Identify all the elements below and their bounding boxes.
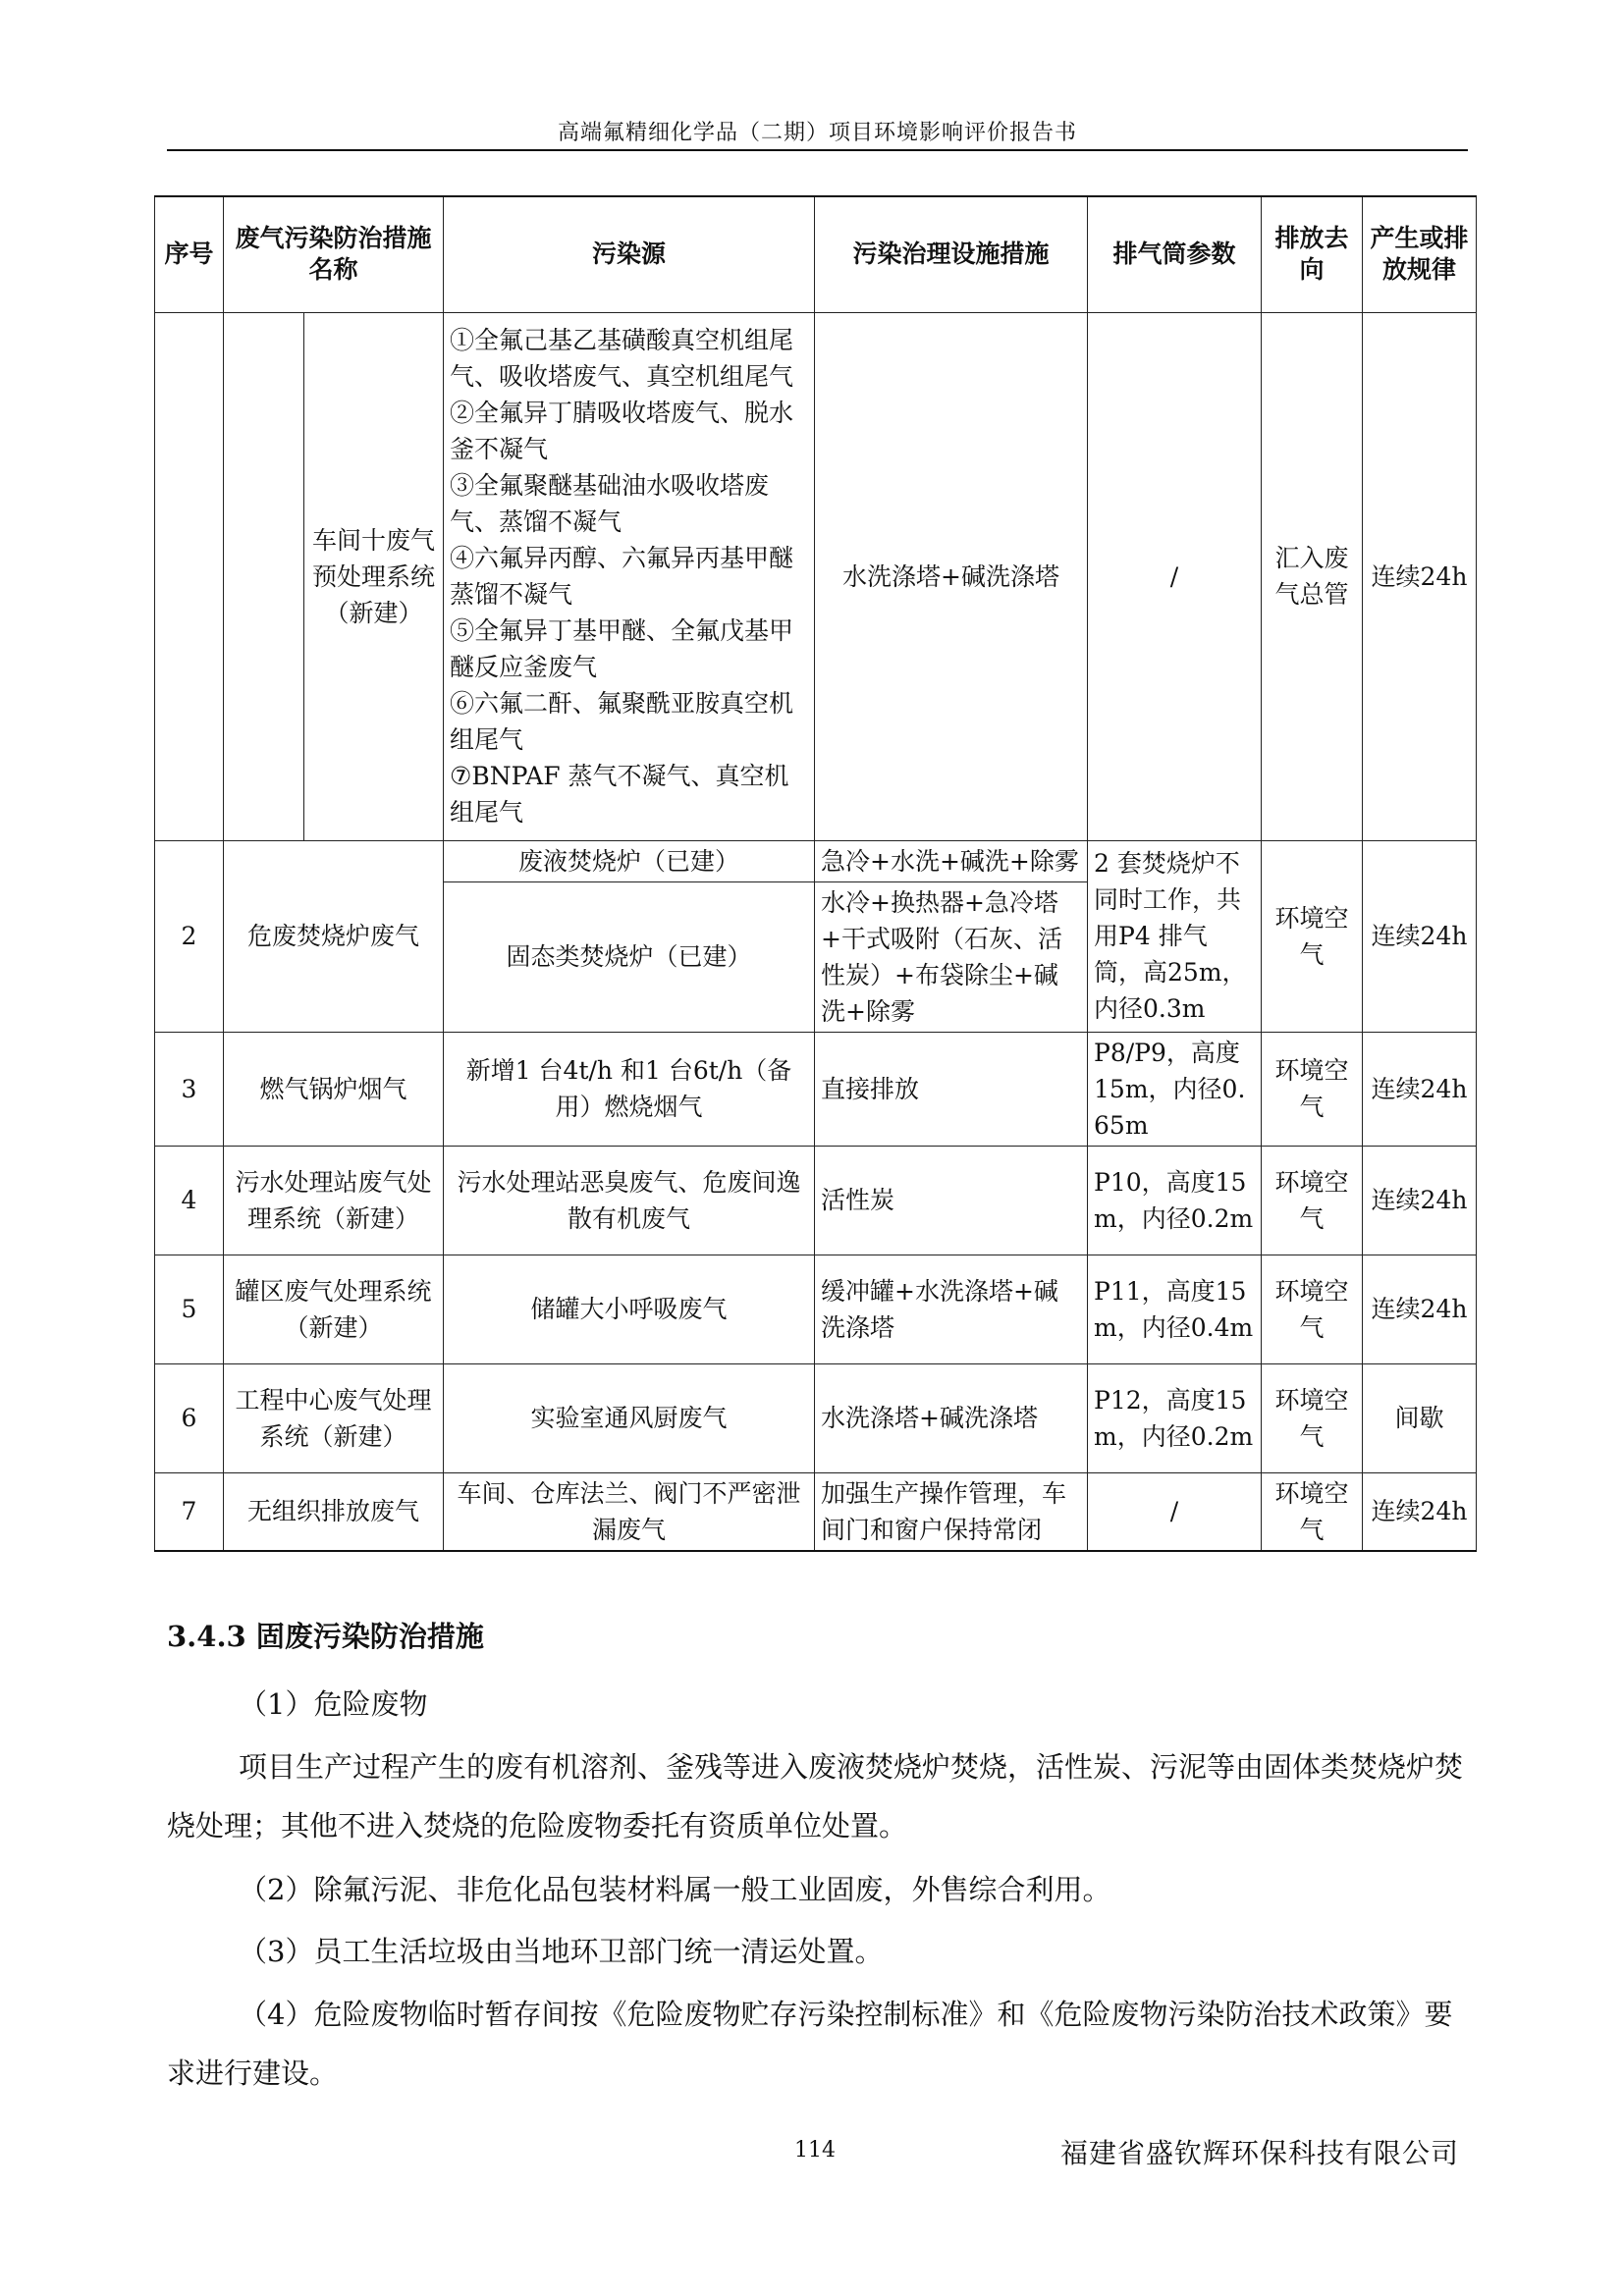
pattern-cell: 间歇	[1363, 1363, 1477, 1472]
header-cell: 排气筒参数	[1088, 196, 1262, 312]
table-row	[155, 840, 1477, 881]
page-number: 114	[794, 2138, 836, 2163]
pattern-cell: 连续24h	[1363, 840, 1477, 1032]
header-cell: 废气污染防治措施名称	[224, 196, 444, 312]
source-item: ①全氟己基乙基磺酸真空机组尾气、吸收塔废气、真空机组尾气	[450, 326, 794, 391]
paragraph: （4）危险废物临时暂存间按《危险废物贮存污染控制标准》和《危险废物污染防治技术政策》要求进行建设。	[167, 1998, 1453, 2090]
waste-gas-measures-table	[154, 195, 1477, 1552]
measure-name-cell: 污水处理站废气处理系统（新建）	[224, 1146, 444, 1255]
row-number-cell: 5	[155, 1255, 224, 1363]
stack-cell: /	[1088, 1472, 1262, 1551]
stack-cell: /	[1088, 312, 1262, 840]
destination-cell: 汇入废气总管	[1262, 312, 1363, 840]
source-cell: 车间、仓库法兰、阀门不严密泄漏废气	[444, 1472, 815, 1551]
pattern-cell: 连续24h	[1363, 1255, 1477, 1363]
source-cell: 储罐大小呼吸废气	[444, 1255, 815, 1363]
paragraph: （1）危险废物	[239, 1687, 428, 1721]
source-cell: 固态类焚烧炉（已建）	[444, 881, 815, 1032]
row-number-cell	[155, 312, 224, 840]
header-cell: 序号	[155, 196, 224, 312]
source-item: ⑥六氟二酐、氟聚酰亚胺真空机组尾气	[450, 689, 794, 754]
facility-cell: 水洗涤塔+碱洗涤塔	[815, 312, 1088, 840]
destination-cell: 环境空气	[1262, 1363, 1363, 1472]
table-row	[155, 1255, 1477, 1363]
facility-cell: 加强生产操作管理，车间门和窗户保持常闭	[815, 1472, 1088, 1551]
source-item: ④六氟异丙醇、六氟异丙基甲醚蒸馏不凝气	[450, 544, 794, 609]
facility-cell: 直接排放	[815, 1032, 1088, 1146]
table-row	[155, 1032, 1477, 1146]
source-cell: 实验室通风厨废气	[444, 1363, 815, 1472]
paragraph: 项目生产过程产生的废有机溶剂、釜残等进入废液焚烧炉焚烧，活性炭、污泥等由固体类焚烧炉焚烧处理；其他不进入焚烧的危险废物委托有资质单位处置。	[167, 1750, 1464, 1842]
stack-cell: P11，高度15m，内径0.4m	[1088, 1255, 1262, 1363]
table-header-row	[155, 196, 1477, 312]
measure-name-cell: 无组织排放废气	[224, 1472, 444, 1551]
source-item: ⑤全氟异丁基甲醚、全氟戊基甲醚反应釜废气	[450, 616, 794, 681]
row-number-cell: 3	[155, 1032, 224, 1146]
destination-cell: 环境空气	[1262, 840, 1363, 1032]
measure-name-cell: 罐区废气处理系统（新建）	[224, 1255, 444, 1363]
pattern-cell: 连续24h	[1363, 1472, 1477, 1551]
row-number-cell: 7	[155, 1472, 224, 1551]
facility-cell: 急冷+水洗+碱洗+除雾	[815, 840, 1088, 881]
table-row	[155, 312, 1477, 840]
paragraph: （3）员工生活垃圾由当地环卫部门统一清运处置。	[239, 1935, 884, 1968]
destination-cell: 环境空气	[1262, 1032, 1363, 1146]
destination-cell: 环境空气	[1262, 1472, 1363, 1551]
measure-name-cell: 危废焚烧炉废气	[224, 840, 444, 1032]
measure-name-cell: 工程中心废气处理系统（新建）	[224, 1363, 444, 1472]
pattern-cell: 连续24h	[1363, 1146, 1477, 1255]
header-cell: 排放去向	[1262, 196, 1363, 312]
header-cell: 污染治理设施措施	[815, 196, 1088, 312]
stack-cell: 2 套焚烧炉不同时工作，共用P4 排气筒，高25m，内径0.3m	[1088, 840, 1262, 1032]
stack-cell: P8/P9，高度15m，内径0.65m	[1088, 1032, 1262, 1146]
source-cell: 废液焚烧炉（已建）	[444, 840, 815, 881]
measure-name-cell: 车间十废气预处理系统（新建）	[304, 312, 444, 840]
facility-cell: 缓冲罐+水洗涤塔+碱洗涤塔	[815, 1255, 1088, 1363]
source-item: ②全氟异丁腈吸收塔废气、脱水釜不凝气	[450, 399, 794, 463]
row-number-cell: 2	[155, 840, 224, 1032]
measure-name-cell: 燃气锅炉烟气	[224, 1032, 444, 1146]
table-row	[155, 1472, 1477, 1551]
row-number-cell: 6	[155, 1363, 224, 1472]
section-heading: 3.4.3 固废污染防治措施	[167, 1620, 484, 1653]
table-row	[155, 1363, 1477, 1472]
document-header: 高端氟精细化学品（二期）项目环境影响评价报告书	[557, 121, 1077, 145]
source-item: ⑦BNPAF 蒸气不凝气、真空机组尾气	[450, 762, 789, 827]
company-name: 福建省盛钦辉环保科技有限公司	[1060, 2137, 1460, 2169]
pattern-cell: 连续24h	[1363, 1032, 1477, 1146]
source-cell: 污水处理站恶臭废气、危废间逸散有机废气	[444, 1146, 815, 1255]
table-row	[155, 1146, 1477, 1255]
facility-cell: 水洗涤塔+碱洗涤塔	[815, 1363, 1088, 1472]
facility-cell: 水冷+换热器+急冷塔+干式吸附（石灰、活性炭）+布袋除尘+碱洗+除雾	[815, 881, 1088, 1032]
paragraph: （2）除氟污泥、非危化品包装材料属一般工业固废，外售综合利用。	[239, 1873, 1111, 1906]
destination-cell: 环境空气	[1262, 1146, 1363, 1255]
header-cell: 产生或排放规律	[1363, 196, 1477, 312]
pattern-cell: 连续24h	[1363, 312, 1477, 840]
header-rule	[167, 149, 1468, 151]
source-item: ③全氟聚醚基础油水吸收塔废气、蒸馏不凝气	[450, 471, 770, 536]
row-number-cell: 4	[155, 1146, 224, 1255]
source-cell: 新增1 台4t/h 和1 台6t/h（备用）燃烧烟气	[444, 1032, 815, 1146]
facility-cell: 活性炭	[815, 1146, 1088, 1255]
stack-cell: P12，高度15m，内径0.2m	[1088, 1363, 1262, 1472]
header-cell: 污染源	[444, 196, 815, 312]
stack-cell: P10，高度15m，内径0.2m	[1088, 1146, 1262, 1255]
source-list-cell	[444, 312, 815, 840]
spacer-cell	[224, 312, 304, 840]
destination-cell: 环境空气	[1262, 1255, 1363, 1363]
